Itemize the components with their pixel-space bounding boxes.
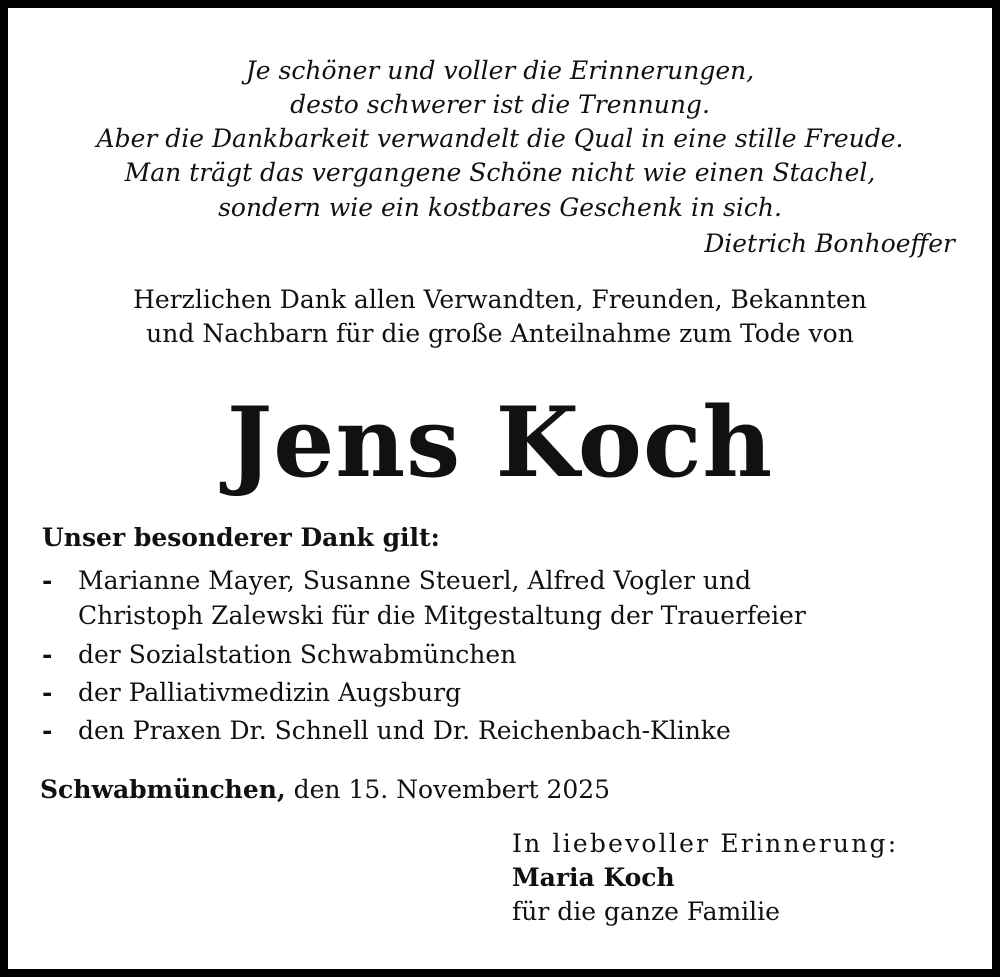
- place: Schwabmünchen,: [40, 775, 286, 804]
- list-dash: -: [42, 716, 53, 745]
- quote-line: Man trägt das vergangene Schöne nicht wie einen Stachel,: [124, 158, 876, 187]
- list-dash: -: [42, 566, 53, 595]
- signature-name: Maria Koch: [512, 863, 675, 892]
- list-item: der Palliativmedizin Augsburg: [78, 678, 462, 707]
- quote-line: Aber die Dankbarkeit verwandelt die Qual in eine stille Freude.: [96, 124, 904, 153]
- special-thanks-heading: Unser besonderer Dank gilt:: [42, 523, 440, 552]
- thanks-line: und Nachbarn für die große Anteilnahme zum Tode von: [146, 319, 854, 348]
- list-item: den Praxen Dr. Schnell und Dr. Reichenbach-Klinke: [78, 716, 731, 745]
- list-dash: -: [42, 640, 53, 669]
- list-dash: -: [42, 678, 53, 707]
- signature-family: für die ganze Familie: [512, 897, 780, 926]
- place-date: [40, 777, 610, 802]
- quote-line: sondern wie ein kostbares Geschenk in sich.: [218, 193, 782, 222]
- deceased-name: Jens Koch: [226, 386, 774, 499]
- quote-line: Je schöner und voller die Erinnerungen,: [245, 56, 755, 85]
- list-item: der Sozialstation Schwabmünchen: [78, 640, 517, 669]
- list-item-continued: Christoph Zalewski für die Mitgestaltung der Trauerfeier: [78, 601, 806, 630]
- list-item: Marianne Mayer, Susanne Steuerl, Alfred Vogler und: [78, 566, 752, 595]
- quote-line: desto schwerer ist die Trennung.: [290, 90, 710, 119]
- date: den 15. Novembert 2025: [293, 775, 611, 804]
- quote-author: Dietrich Bonhoeffer: [704, 229, 955, 258]
- signature-intro: In liebevoller Erinnerung:: [512, 829, 899, 858]
- thanks-line: Herzlichen Dank allen Verwandten, Freunden, Bekannten: [133, 285, 867, 314]
